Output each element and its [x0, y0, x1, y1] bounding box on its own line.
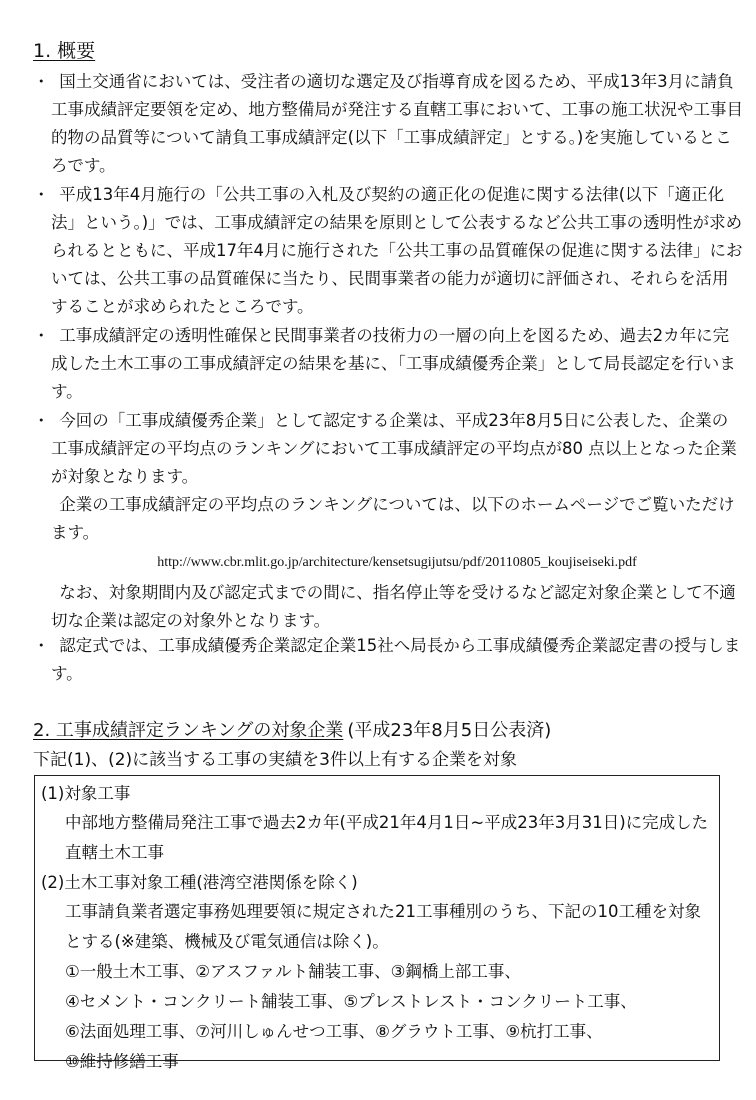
work-types-line: ⑩維持修繕工事 — [65, 1052, 179, 1071]
bullet-mark: ・ — [33, 185, 50, 204]
bullet-mark: ・ — [33, 72, 50, 91]
bullet-item-5 — [33, 632, 743, 688]
work-types-text: 工事請負業者選定事務処理要領に規定された21工事種別のうち、下記の10工種を対象とする(※建築、機械及び電気通信は除く)。 — [65, 902, 701, 951]
bullet-mark: ・ — [33, 326, 50, 345]
section1-heading — [33, 38, 95, 64]
bullet-item-1 — [33, 68, 743, 180]
work-types-line: ④セメント・コンクリート舗装工事、⑤プレストレスト・コンクリート工事、 — [65, 992, 637, 1011]
bullet-text: 今回の「工事成績優秀企業」として認定する企業は、平成23年8月5日に公表した、企業の工事成績評定の平均点のランキングにおいて工事成績評定の平均点が80 点以上となった企業が対象となります。 — [51, 411, 737, 486]
section1-title: 1. 概要 — [33, 40, 96, 62]
bullet-text: 工事成績評定の透明性確保と民間事業者の技術力の一層の向上を図るため、過去2カ年に完成した土木工事の工事成績評定の結果を基に、「工事成績優秀企業」として局長認定を行います。 — [51, 326, 736, 401]
work-types-list — [65, 957, 709, 1077]
target-works-label: (1)対象工事 — [41, 784, 131, 803]
bullet-item-3 — [33, 322, 743, 406]
bullet-note: なお、対象期間内及び認定式までの間に、指名停止等を受けるなど認定対象企業として不適切な企業は認定の対象外となります。 — [51, 583, 736, 630]
section2-title: 2. 工事成績評定ランキングの対象企業 — [33, 720, 344, 741]
bullet-text: 認定式では、工事成績優秀企業認定企業15社へ局長から工事成績優秀企業認定書の授与します。 — [51, 636, 741, 683]
ranking-url-link[interactable]: http://www.cbr.mlit.go.jp/architecture/kensetsugijutsu/pdf/20110805_koujiseiseki.pdf — [157, 555, 637, 570]
work-types-label: (2)土木工事対象工種(港湾空港関係を除く) — [41, 873, 358, 892]
bullet-mark: ・ — [33, 636, 50, 655]
target-works-text: 中部地方整備局発注工事で過去2カ年(平成21年4月1日~平成23年3月31日)に完成した直轄土木工事 — [65, 813, 709, 862]
bullet-text-continued: 企業の工事成績評定の平均点のランキングについては、以下のホームページでご覧いただけます。 — [51, 495, 735, 542]
bullet-text: 平成13年4月施行の「公共工事の入札及び契約の適正化の促進に関する法律(以下「適正化法」という。)」では、工事成績評定の結果を原則として公表するなど公共工事の透明性が求められるとともに、平成17年4月に施行された「公共工事の品質確保の促進に関する法律」においては、公共工事の品質確保に当たり、民間事業者の能力が適切に評価され、それらを活用することが求められたところです。 — [51, 185, 743, 316]
bullet-item-2 — [33, 181, 743, 321]
section2-title-note: (平成23年8月5日公表済) — [347, 720, 552, 741]
bullet-text: 国土交通省においては、受注者の適切な選定及び指導育成を図るため、平成13年3月に請負工事成績評定要領を定め、地方整備局が発注する直轄工事において、工事の施工状況や工事目的物の品質等について請負工事成績評定(以下「工事成績評定」とする。)を実施しているところです。 — [51, 72, 744, 175]
work-types-line: ⑥法面処理工事、⑦河川しゅんせつ工事、⑧グラウト工事、⑨杭打工事、 — [65, 1022, 603, 1041]
bullet-mark: ・ — [33, 411, 50, 430]
work-types-line: ①一般土木工事、②アスファルト舗装工事、③鋼橋上部工事、 — [65, 962, 521, 981]
section2-heading — [33, 718, 551, 744]
section2-intro: 下記(1)、(2)に該当する工事の実績を3件以上有する企業を対象 — [33, 750, 517, 770]
bullet-item-4 — [33, 407, 743, 635]
criteria-box — [34, 775, 720, 1071]
